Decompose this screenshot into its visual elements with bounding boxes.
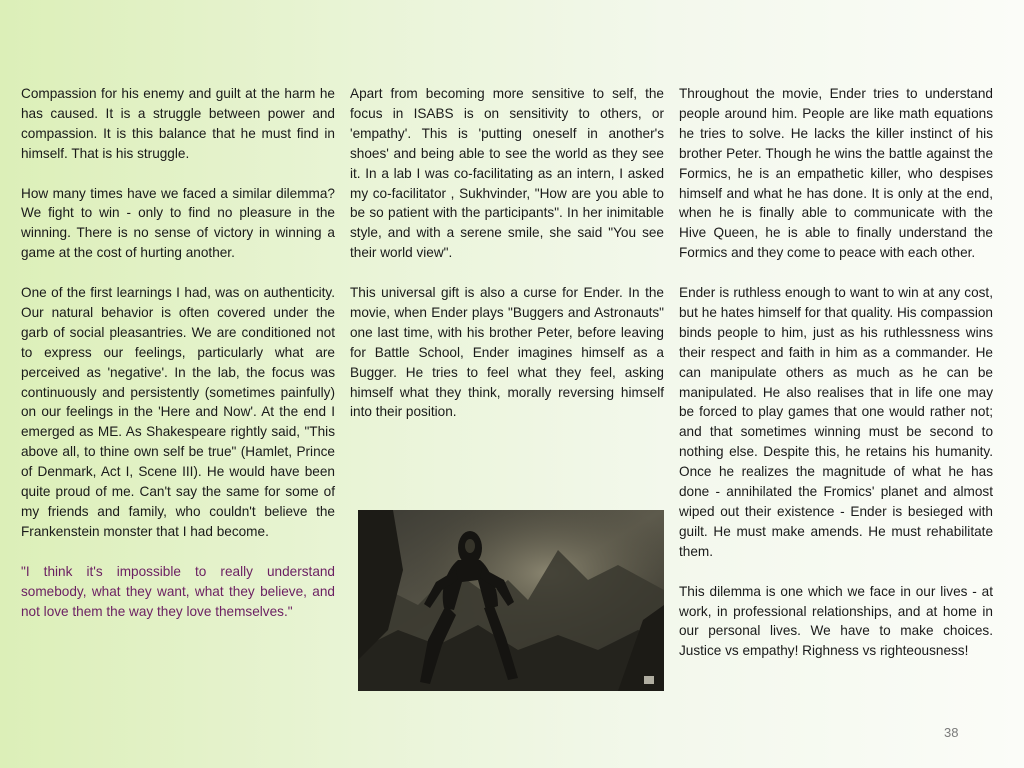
highlighted-quote: "I think it's impossible to really understand somebody, what they want, what they believe, and not love them the way they love themselves."	[21, 563, 335, 619]
text-column-middle	[350, 84, 664, 422]
paragraph: How many times have we faced a similar dilemma? We fight to win - only to find no pleasure in the winning. There is no sense of victory in winning a game at the cost of hurting another.	[21, 185, 335, 261]
text-column-right	[679, 84, 993, 661]
paragraph: This dilemma is one which we face in our lives - at work, in professional relationships, and at home in our personal lives. We have to make choices. Justice vs empathy! Righness vs righteousness!	[679, 583, 993, 659]
page-number: 38	[944, 725, 959, 740]
paragraph: Ender is ruthless enough to want to win at any cost, but he hates himself for that quality. His compassion binds people to him, just as his ruthlessness wins their respect and faith in him as a commander. He can manipulate others as much as he can be manipulated. He also realises that in life one may be forced to play games that one would rather not; and that sometimes winning must be second to nothing else. Despite this, he retains his humanity. Once he realizes the magnitude of what he has done - annihilated the Fromics' planet and almost wiped out their existence - Ender is besieged with guilt. He must make amends. He must rehabilitate them.	[679, 285, 993, 559]
paragraph: Throughout the movie, Ender tries to understand people around him. People are like math equations he tries to solve. He lacks the killer instinct of his brother Peter. Though he wins the battle against the Formics, he is an empathetic killer, who despises himself and what he has done. It is only at the end, when he is finally able to communicate with the Hive Queen, he is able to finally understand the Formics and they come to peace with each other.	[679, 86, 993, 261]
paragraph: One of the first learnings I had, was on authenticity. Our natural behavior is often covered under the garb of social pleasantries. We are conditioned not to express our feelings, particularly what are perceived as 'negative'. In the lab, the focus was continuously and persistently (sometimes painfully) on our feelings in the 'Here and Now'. At the end I emerged as ME. As Shakespeare rightly said, "This above all, to thine own self be true" (Hamlet, Prince of Denmark, Act I, Scene III). He would have been quite proud of me. Can't say the same for some of my friends and family, who couldn't believe the Frankenstein monster that I had become.	[21, 285, 335, 539]
paragraph: Compassion for his enemy and guilt at the harm he has caused. It is a struggle between power and compassion. It is this balance that he must find in himself. That is his struggle.	[21, 86, 335, 161]
movie-still-image	[358, 510, 664, 691]
paragraph: This universal gift is also a curse for Ender. In the movie, when Ender plays "Buggers and Astronauts" one last time, with his brother Peter, before leaving for Battle School, Ender imagines himself as a Bugger. He tries to feel what they feel, asking himself what they think, morally reversing himself into their position.	[350, 285, 664, 420]
paragraph: Apart from becoming more sensitive to self, the focus in ISABS is on sensitivity to others, or 'empathy'. This is 'putting oneself in another's shoes' and being able to see the world as they see it. In a lab I was co-facilitating as an intern, I asked my co-facilitator , Sukhvinder, "How are you able to be so patient with the participants". In her inimitable style, and with a serene smile, she said "You see their world view".	[350, 86, 664, 261]
text-column-left	[21, 84, 335, 621]
